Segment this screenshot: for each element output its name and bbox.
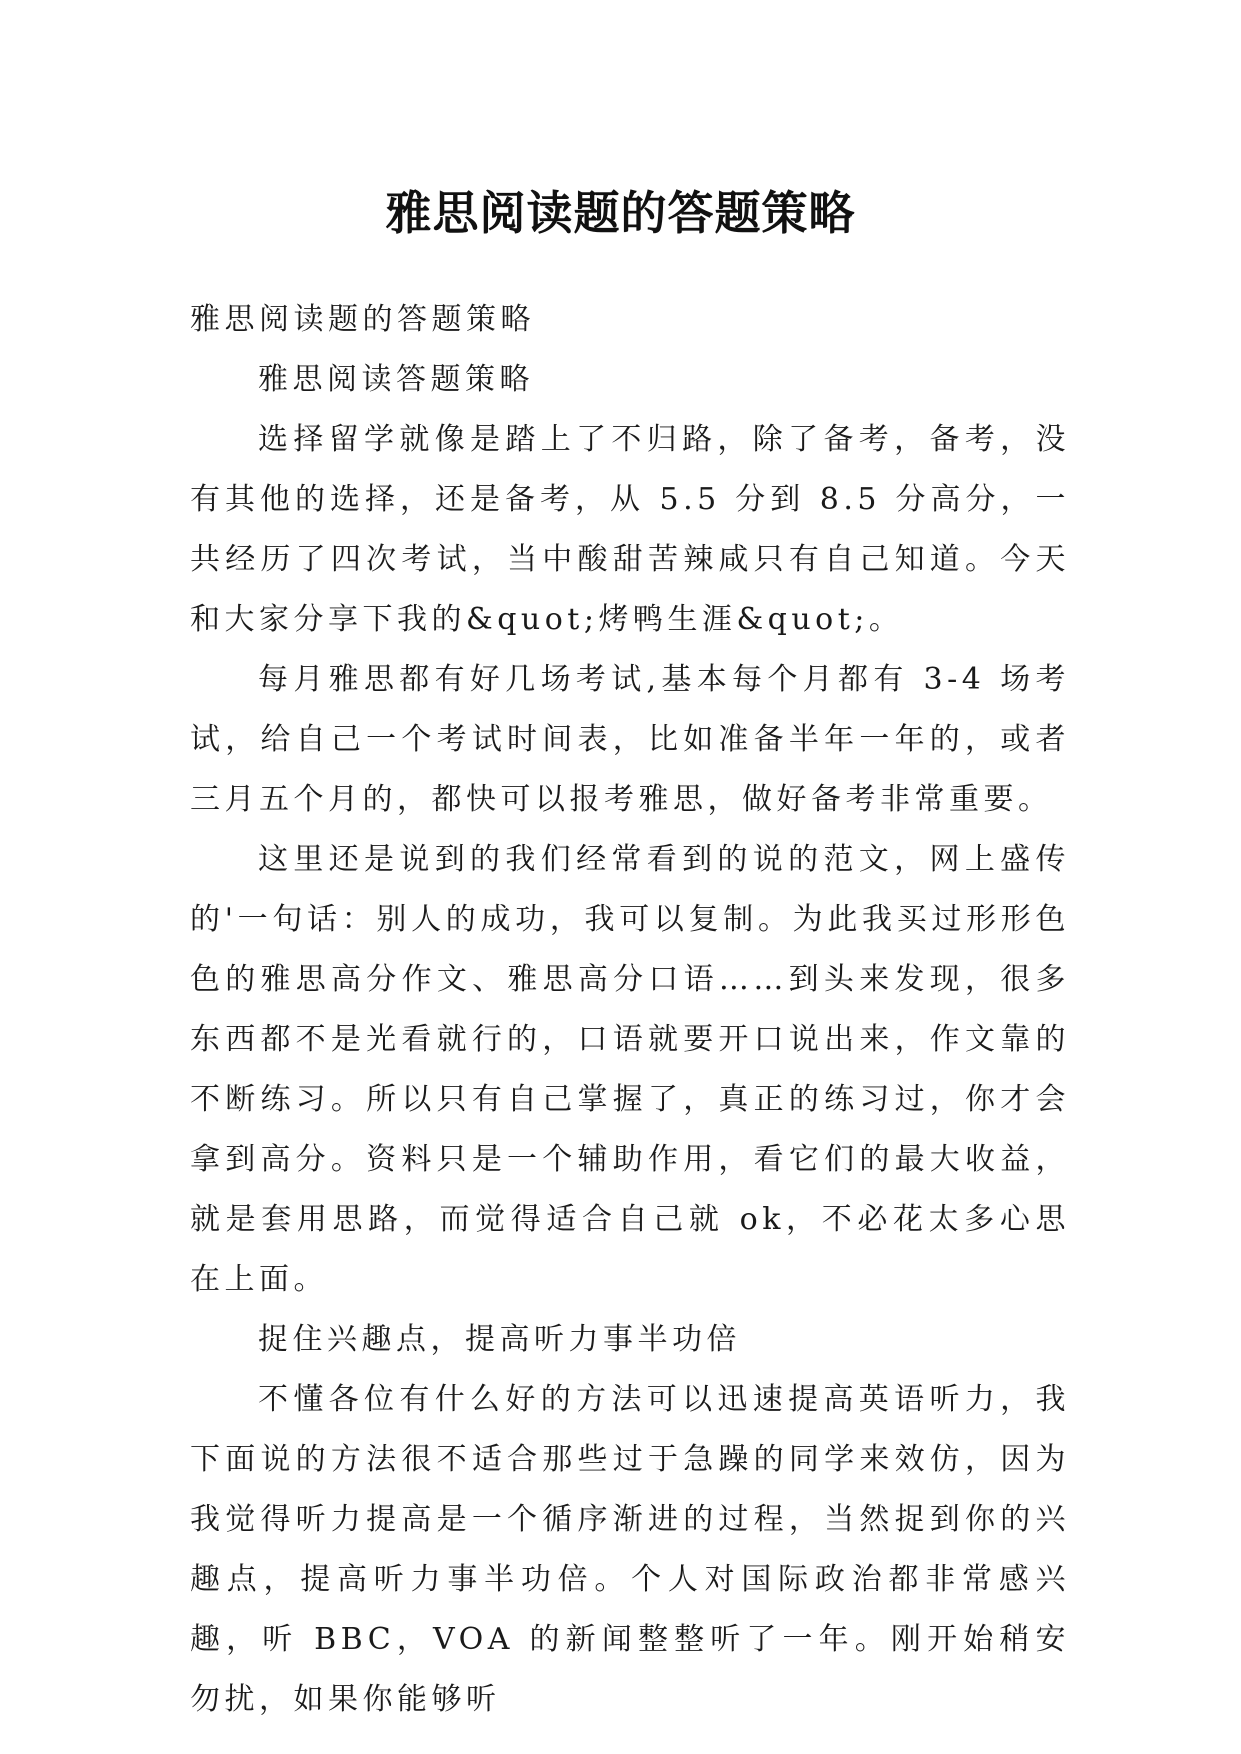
paragraph: 不懂各位有什么好的方法可以迅速提高英语听力，我下面说的方法很不适合那些过于急躁的同学来效仿，因为我觉得听力提高是一个循序渐进的过程，当然捉到你的兴趣点，提高听力事半功倍。个人对国际政治都非常感兴趣，听 BBC，VOA 的新闻整整听了一年。刚开始稍安勿扰，如果你能够听 bbox=[190, 1382, 1070, 1717]
paragraph: 每月雅思都有好几场考试,基本每个月都有 3-4 场考试，给自己一个考试时间表，比如准备半年一年的，或者三月五个月的，都快可以报考雅思，做好备考非常重要。 bbox=[190, 662, 1070, 817]
paragraph: 这里还是说到的我们经常看到的说的范文，网上盛传的'一句话：别人的成功，我可以复制。为此我买过形形色色的雅思高分作文、雅思高分口语……到头来发现，很多东西都不是光看就行的，口语就要开口说出来，作文靠的不断练习。所以只有自己掌握了，真正的练习过，你才会拿到高分。资料只是一个辅助作用，看它们的最大收益，就是套用思路，而觉得适合自己就 ok，不必花太多心思在上面。 bbox=[190, 842, 1070, 1297]
paragraph: 选择留学就像是踏上了不归路，除了备考，备考，没有其他的选择，还是备考，从 5.5 分到 8.5 分高分，一共经历了四次考试，当中酸甜苦辣咸只有自己知道。今天和大家分享下我的&quot;烤鸭生涯&quot;。 bbox=[190, 422, 1070, 637]
section-heading: 捉住兴趣点，提高听力事半功倍 bbox=[258, 1322, 741, 1357]
document-title: 雅思阅读题的答题策略 bbox=[385, 185, 856, 240]
paragraph: 雅思阅读答题策略 bbox=[258, 362, 534, 397]
document-body bbox=[190, 290, 1070, 1730]
paragraph: 雅思阅读题的答题策略 bbox=[190, 302, 535, 337]
